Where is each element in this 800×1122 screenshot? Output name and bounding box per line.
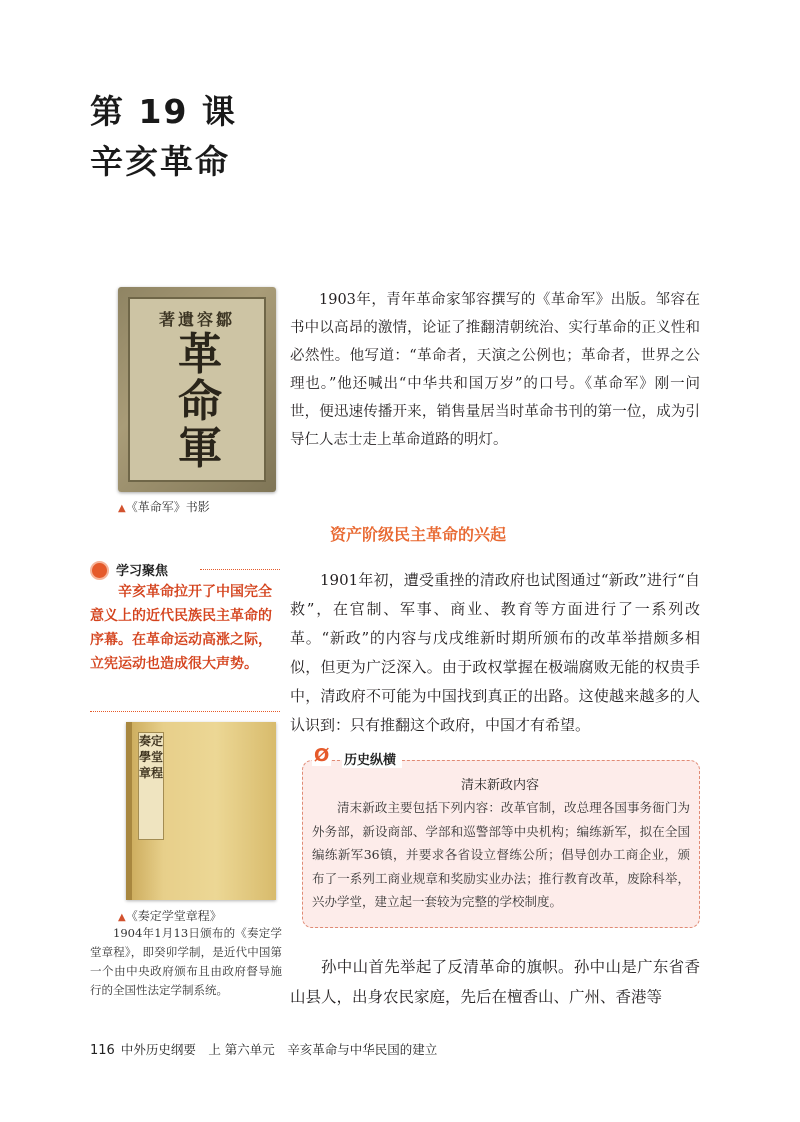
footer-text: 中外历史纲要 上 第六单元 辛亥革命与中华民国的建立	[120, 1042, 438, 1057]
cover-label-panel	[128, 297, 266, 482]
history-box-label: 历史纵横	[342, 749, 402, 768]
cover-title-slip: 奏定學堂章程	[138, 732, 164, 840]
cover-author-text: 著遺容鄒	[158, 310, 235, 329]
book-cover-geming-jun	[118, 287, 276, 492]
figure2-caption	[118, 907, 222, 924]
triangle-icon: ▲	[118, 912, 126, 923]
figure2-description: 1904年1月13日颁布的《奏定学堂章程》，即癸卯学制，是近代中国第一个由中央政府颁布且由政府督导施行的全国性法定学制系统。	[90, 926, 282, 997]
section-heading: 资产阶级民主革命的兴起	[330, 525, 507, 544]
lesson-number: 第 19 课	[90, 92, 237, 131]
study-focus-label: 学习聚焦	[116, 564, 169, 579]
page-footer	[90, 1040, 437, 1058]
history-icon: Ø	[314, 745, 330, 766]
triangle-icon: ▲	[118, 503, 126, 514]
page-number: 116	[90, 1043, 115, 1058]
study-focus-icon	[90, 561, 109, 580]
figure1-caption-text: 《革命军》书影	[125, 500, 210, 514]
book-cover-zouding-xuetang	[126, 722, 276, 900]
paragraph-2: 1901年初，遭受重挫的清政府也试图通过“新政”进行“自救”，在官制、军事、商业、教育等方面进行了一系列改革。“新政”的内容与戊戌维新时期所颁布的改革举措颇多相似，但更为广泛深入。由于政权掌握在极端腐败无能的权贵手中，清政府不可能为中国找到真正的出路。这使越来越多的人认识到：只有推翻这个政府，中国才有希望。	[290, 571, 700, 734]
divider	[200, 569, 280, 570]
figure2-caption-text: 《奏定学堂章程》	[125, 909, 222, 923]
divider	[90, 711, 280, 712]
paragraph-3: 孙中山首先举起了反清革命的旗帜。孙中山是广东省香山县人，出身农民家庭，先后在檀香山、广州、香港等	[290, 958, 700, 1006]
study-focus-text: 辛亥革命拉开了中国完全意义上的近代民族民主革命的序幕。在革命运动高涨之际，立宪运动也造成很大声势。	[90, 584, 272, 672]
book-spine	[126, 722, 132, 900]
paragraph-1: 1903年，青年革命家邹容撰写的《革命军》出版。邹容在书中以高昂的激情，论证了推翻清朝统治、实行革命的正义性和必然性。他写道：“革命者，天演之公例也；革命者，世界之公理也。”他还喊出“中华共和国万岁”的口号。《革命军》刚一问世，便迅速传播开来，销售量居当时革命书刊的第一位，成为引导仁人志士走上革命道路的明灯。	[290, 292, 700, 448]
history-box-title: 清末新政内容	[460, 778, 539, 793]
cover-title-text: 革命軍	[178, 329, 222, 474]
history-box-body: 清末新政主要包括下列内容：改革官制，改总理各国事务衙门为外务部，新设商部、学部和巡警部等中央机构；编练新军，拟在全国编练新军36镇，并要求各省设立督练公所；倡导创办工商企业，颁布了一系列工商业规章和奖励实业办法；推行教育改革，废除科举，兴办学堂，建立起一套较为完整的学校制度。	[312, 800, 690, 909]
figure1-caption	[118, 498, 210, 515]
lesson-title: 辛亥革命	[90, 142, 230, 181]
